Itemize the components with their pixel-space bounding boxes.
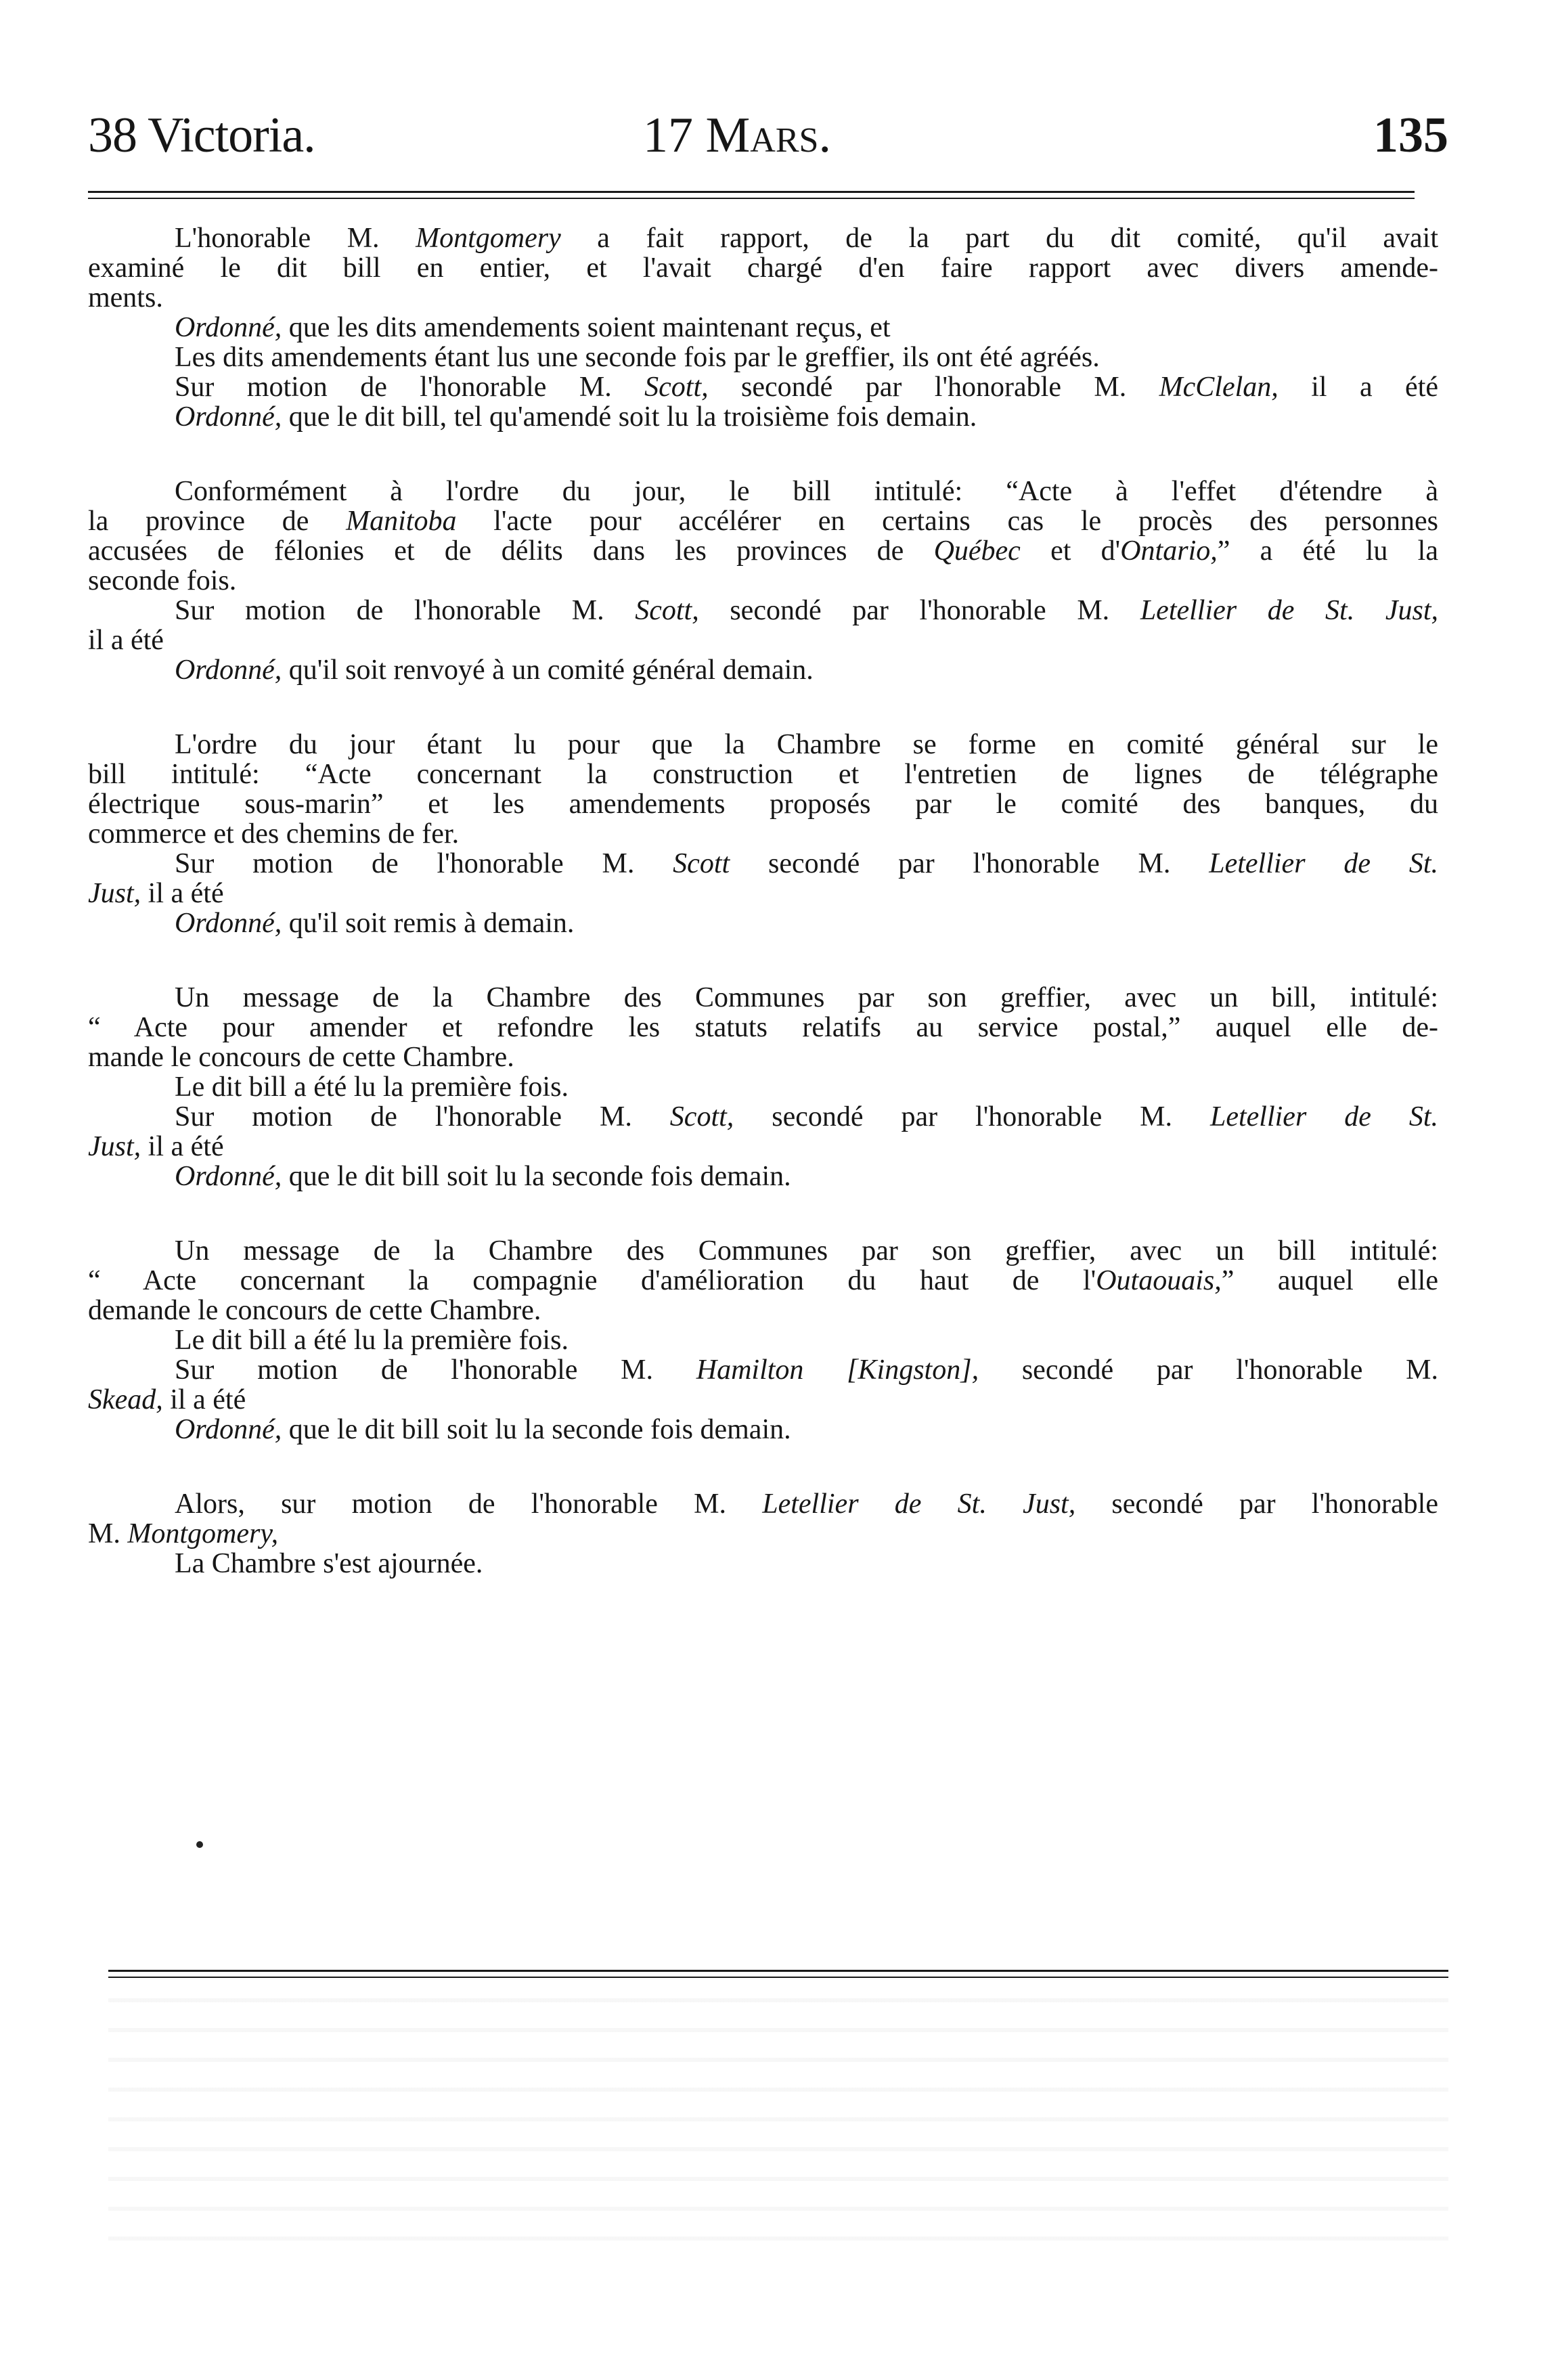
text-span: l'acte pour accélérer en certains cas le procès des personnes <box>456 506 1438 537</box>
place-name: Outaouais, <box>1096 1265 1222 1296</box>
text-line: L'ordre du jour étant lu pour que la Chambre se forme en comité général sur le <box>175 729 1438 760</box>
text-line <box>88 1415 1438 1445</box>
ordonne-word: Ordonné, <box>175 401 282 433</box>
text-line: il a été <box>88 625 164 656</box>
text-span: secondé par l'honorable M. <box>730 848 1209 879</box>
text-span: a fait rapport, de la part du dit comité, qu'il avait <box>560 223 1438 254</box>
text-span: secondé par l'honorable M. <box>708 372 1159 403</box>
text-line <box>88 536 1438 566</box>
header-rule-lower <box>88 198 1415 199</box>
text-span: il a été <box>1278 372 1439 403</box>
ink-speck <box>196 1841 203 1848</box>
text-span: qu'il soit renvoyé à un comité général demain. <box>282 655 814 686</box>
text-line: commerce et des chemins de fer. <box>88 818 460 850</box>
text-span: il a été <box>141 1131 224 1162</box>
journal-body <box>88 223 1438 1579</box>
paragraph-gap <box>88 432 1438 477</box>
text-line: Les dits amendements étant lus une seconde fois par le greffier, ils ont été agréés. <box>175 342 1100 373</box>
text-line <box>88 1132 1438 1162</box>
text-line: Le dit bill a été lu la première fois. <box>175 1325 569 1356</box>
text-line: bill intitulé: “Acte concernant la construction et l'entretien de lignes de télégraphe <box>88 759 1438 790</box>
text-line <box>88 313 1438 343</box>
text-line <box>88 1102 1438 1132</box>
person-name: Montgomery, <box>127 1518 279 1549</box>
text-span: Sur motion de l'honorable M. <box>175 1101 670 1132</box>
text-span: que le dit bill soit lu la seconde fois demain. <box>282 1414 791 1445</box>
header-date-day: 17 <box>643 108 693 163</box>
footer-rule-upper <box>108 1970 1448 1972</box>
paragraph-gap <box>88 1445 1438 1489</box>
text-span: Sur motion de l'honorable M. <box>175 1354 696 1386</box>
person-name: Scott, <box>635 595 699 626</box>
text-line <box>88 1266 1438 1296</box>
paragraph-postal-bill <box>88 983 1438 1191</box>
person-name: Letellier de St. Just, <box>762 1489 1076 1520</box>
paragraph-outaouais-bill <box>88 1236 1438 1445</box>
ordonne-word: Ordonné, <box>175 655 282 686</box>
person-name: Letellier de St. Just, <box>1140 595 1438 626</box>
text-span: accusées de félonies et de délits dans les provinces de <box>88 535 934 567</box>
text-line: ments. <box>88 282 163 313</box>
text-span: Sur motion de l'honorable M. <box>175 848 673 879</box>
text-line: seconde fois. <box>88 565 237 596</box>
text-span: L'honorable M. <box>175 223 416 254</box>
text-line <box>88 506 1438 536</box>
text-line: La Chambre s'est ajournée. <box>175 1548 483 1579</box>
footer-rule-lower <box>108 1977 1448 1978</box>
text-line <box>88 1162 1438 1191</box>
text-span: que le dit bill soit lu la seconde fois demain. <box>282 1161 791 1192</box>
text-span: ” a été lu la <box>1217 535 1438 567</box>
text-line <box>88 402 1438 432</box>
text-span: Sur motion de l'honorable M. <box>175 595 636 626</box>
text-span: la province de <box>88 506 347 537</box>
text-span: il a été <box>141 878 224 909</box>
text-span: secondé par l'honorable M. <box>698 595 1140 626</box>
ordonne-word: Ordonné, <box>175 908 282 939</box>
text-span: qu'il soit remis à demain. <box>282 908 575 939</box>
text-line: examiné le dit bill en entier, et l'avait chargé d'en faire rapport avec divers amende- <box>88 252 1438 284</box>
person-name: Letellier de St. <box>1209 848 1439 879</box>
text-line <box>88 1385 1438 1415</box>
text-span: ” auquel elle <box>1221 1265 1438 1296</box>
paragraph-gap <box>88 685 1438 730</box>
page-header <box>88 68 1448 163</box>
person-name: McClelan, <box>1159 372 1279 403</box>
text-line <box>88 908 1438 938</box>
ordonne-word: Ordonné, <box>175 1414 282 1445</box>
paragraph-manitoba-bill <box>88 477 1438 685</box>
text-line <box>88 655 1438 685</box>
text-line <box>88 223 1438 253</box>
text-line: Un message de la Chambre des Communes par son greffier, avec un bill, intitulé: <box>175 982 1438 1013</box>
text-span: et d' <box>1020 535 1121 567</box>
text-line <box>88 849 1438 879</box>
text-span: Sur motion de l'honorable M. <box>175 372 645 403</box>
ordonne-word: Ordonné, <box>175 312 282 343</box>
paragraph-amendments <box>88 313 1438 432</box>
text-span: que le dit bill, tel qu'amendé soit lu la troisième fois demain. <box>282 401 977 433</box>
text-line <box>88 1489 1438 1519</box>
place-name: Québec <box>933 535 1021 567</box>
text-line: électrique sous-marin” et les amendements proposés par le comité des banques, du <box>88 789 1438 820</box>
person-name: Just, <box>88 878 141 909</box>
paragraph-telegraph-bill <box>88 730 1438 938</box>
person-name: Scott <box>673 848 730 879</box>
place-name: Manitoba <box>346 506 457 537</box>
person-name: Montgomery <box>416 223 561 254</box>
text-line <box>88 1519 1438 1549</box>
person-name: Scott, <box>669 1101 734 1132</box>
text-span: que les dits amendements soient maintenant reçus, et <box>282 312 891 343</box>
person-name: Hamilton [Kingston], <box>696 1354 979 1386</box>
person-name: Just, <box>88 1131 141 1162</box>
text-line: mande le concours de cette Chambre. <box>88 1042 514 1073</box>
text-line: demande le concours de cette Chambre. <box>88 1295 541 1326</box>
text-span: secondé par l'honorable <box>1075 1489 1438 1520</box>
text-line <box>88 372 1438 402</box>
person-name: Letellier de St. <box>1209 1101 1439 1132</box>
place-name: Ontario, <box>1120 535 1218 567</box>
page-number: 135 <box>1373 108 1448 163</box>
bleed-through-shadow <box>108 1983 1448 2241</box>
ordonne-word: Ordonné, <box>175 1161 282 1192</box>
header-date <box>643 107 831 164</box>
text-span: secondé par l'honorable M. <box>979 1354 1438 1386</box>
paragraph-adjournment <box>88 1489 1438 1579</box>
text-span: Alors, sur motion de l'honorable M. <box>175 1489 763 1520</box>
header-date-month: Mars. <box>705 108 831 163</box>
text-line <box>88 596 1438 625</box>
text-line: Un message de la Chambre des Communes par son greffier, avec un bill intitulé: <box>175 1235 1438 1266</box>
header-session: 38 Victoria. <box>88 108 315 163</box>
paragraph-gap <box>88 1191 1438 1236</box>
text-span: “ Acte concernant la compagnie d'amélioration du haut de l' <box>88 1265 1096 1296</box>
person-name: Scott, <box>644 372 709 403</box>
text-line <box>88 879 1438 908</box>
paragraph-report <box>88 223 1438 313</box>
paragraph-gap <box>88 938 1438 983</box>
text-line: Conformément à l'ordre du jour, le bill intitulé: “Acte à l'effet d'étendre à <box>175 476 1438 507</box>
text-line <box>88 1355 1438 1385</box>
person-name: Skead, <box>88 1384 163 1415</box>
text-span: secondé par l'honorable M. <box>734 1101 1210 1132</box>
text-line: Le dit bill a été lu la première fois. <box>175 1072 569 1103</box>
text-span: il a été <box>162 1384 246 1415</box>
header-rule-upper <box>88 191 1415 193</box>
text-line: “ Acte pour amender et refondre les statuts relatifs au service postal,” auquel elle de- <box>88 1012 1438 1043</box>
text-span: M. <box>88 1518 128 1549</box>
